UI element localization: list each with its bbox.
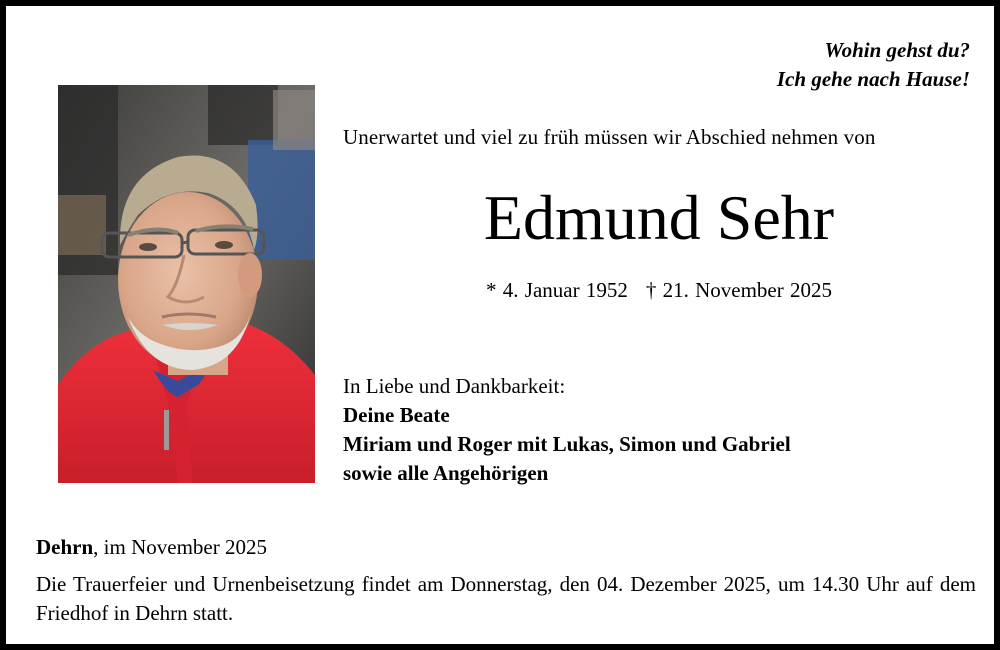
motto-line-2: Ich gehe nach Hause!: [776, 67, 970, 91]
mourners-block: [343, 372, 791, 488]
mourner-line: Deine Beate: [343, 403, 450, 427]
mourner-line: Miriam und Roger mit Lukas, Simon und Gabriel: [343, 432, 791, 456]
death-date: † 21. November 2025: [645, 278, 832, 302]
funeral-details: Die Trauerfeier und Urnenbeisetzung findet am Donnerstag, den 04. Dezember 2025, um 14.30 Uhr auf dem Friedhof in Dehrn statt.: [36, 572, 976, 625]
intro-text: Unerwartet und viel zu früh müssen wir Abschied nehmen von: [343, 125, 876, 149]
place-date: , im November 2025: [93, 535, 267, 559]
deceased-name: Edmund Sehr: [483, 182, 835, 253]
motto-line-1: Wohin gehst du?: [824, 38, 970, 62]
place-town: Dehrn: [36, 535, 94, 559]
motto-quote: [777, 36, 970, 94]
life-dates: [343, 278, 975, 303]
birth-date: * 4. Januar 1952: [486, 278, 628, 302]
mourner-line: sowie alle Angehörigen: [343, 461, 549, 485]
mourners-heading: In Liebe und Dankbarkeit:: [343, 374, 566, 398]
place-and-date: [36, 535, 267, 560]
portrait-photo: [58, 85, 315, 483]
